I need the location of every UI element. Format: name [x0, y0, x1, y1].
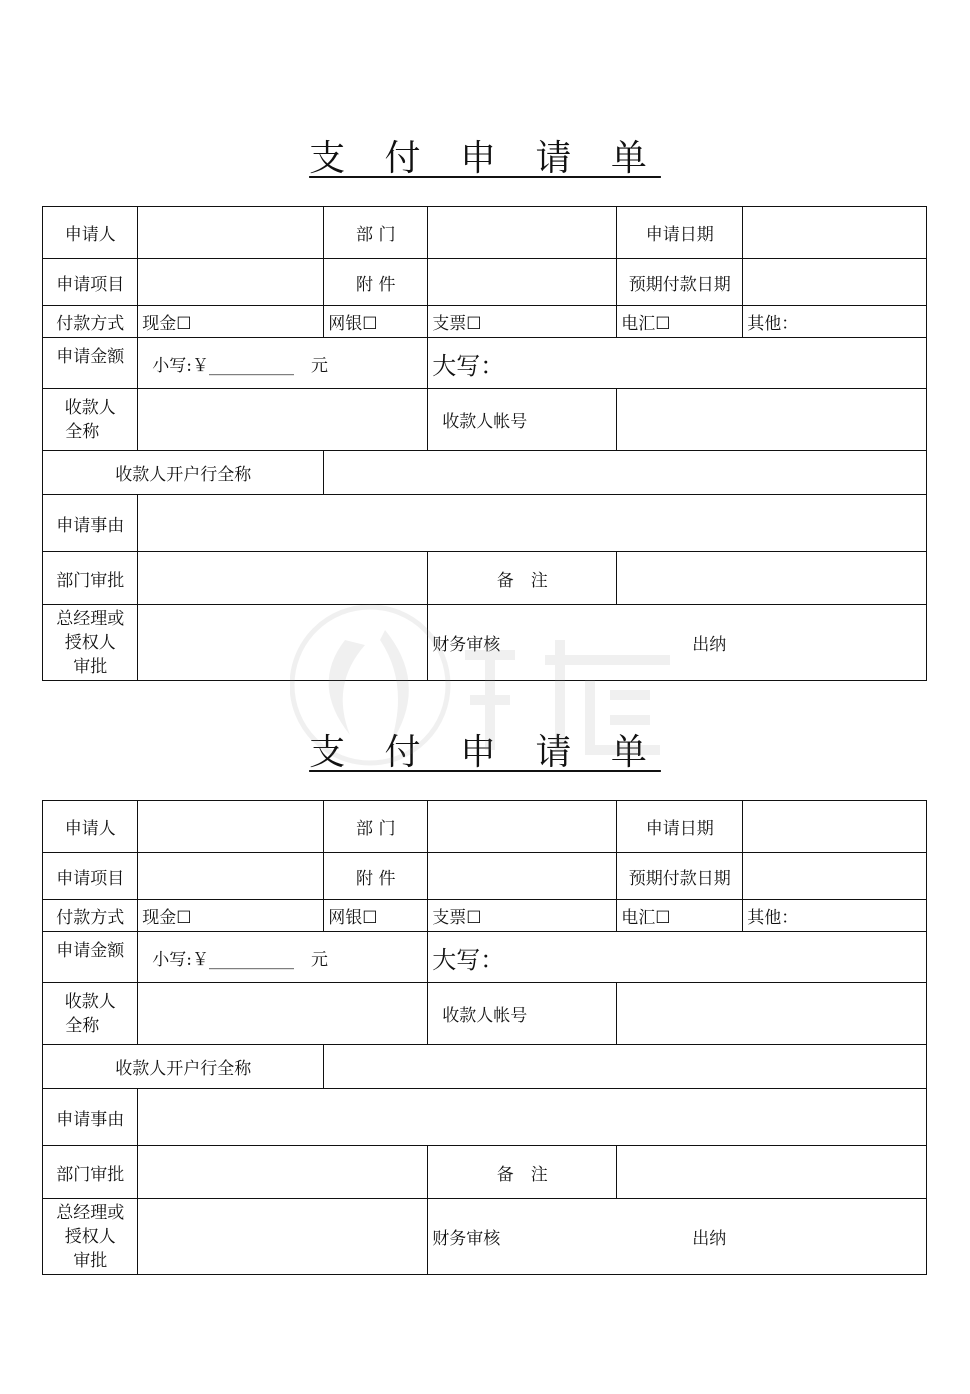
pay-check-checkbox[interactable]: 支票☐ — [427, 899, 617, 932]
gm-label-line2: 授权人 — [64, 1226, 116, 1247]
project-label: 申请项目 — [42, 852, 138, 900]
pay-wire-checkbox[interactable]: 电汇☐ — [616, 305, 743, 338]
pay-check-checkbox[interactable]: 支票☐ — [427, 305, 617, 338]
dept-approval-label: 部门审批 — [42, 551, 138, 605]
payee-account-field[interactable] — [616, 982, 927, 1045]
payee-label-line2: 全称 — [65, 1015, 100, 1036]
attachment-field[interactable] — [427, 258, 617, 306]
attachment-field[interactable] — [427, 852, 617, 900]
project-label: 申请项目 — [42, 258, 138, 306]
department-label: 部 门 — [323, 206, 428, 259]
amount-small-field[interactable] — [137, 931, 428, 983]
payee-label-line1: 收款人 — [64, 397, 116, 418]
apply-date-field[interactable] — [742, 800, 927, 853]
pay-cash-checkbox[interactable]: 现金☐ — [137, 305, 324, 338]
apply-date-label: 申请日期 — [616, 800, 743, 853]
remarks-label: 备 注 — [427, 1145, 617, 1199]
reason-label: 申请事由 — [42, 1088, 138, 1146]
payment-request-form-1 — [0, 0, 970, 677]
payee-account-label: 收款人帐号 — [427, 388, 617, 451]
finance-review-label: 财务审核 — [432, 1229, 501, 1250]
pay-other-field[interactable]: 其他： — [742, 899, 927, 932]
department-field[interactable] — [427, 800, 617, 853]
applicant-label: 申请人 — [42, 800, 138, 853]
payee-account-field[interactable] — [616, 388, 927, 451]
pay-wire-checkbox[interactable]: 电汇☐ — [616, 899, 743, 932]
payee-bank-label: 收款人开户行全称 — [42, 1044, 324, 1089]
payee-label-line2: 全称 — [65, 421, 100, 442]
payee-bank-field[interactable] — [323, 450, 927, 495]
attachment-label: 附 件 — [323, 258, 428, 306]
gm-label-line1: 总经理或 — [56, 608, 125, 629]
watermark-logo-icon — [290, 600, 690, 770]
pay-method-label: 付款方式 — [42, 899, 138, 932]
payee-name-field[interactable] — [137, 388, 428, 451]
amount-label: 申请金额 — [42, 337, 138, 389]
reason-field[interactable] — [137, 494, 927, 552]
pay-cash-checkbox[interactable]: 现金☐ — [137, 899, 324, 932]
amount-small-text: 小写:￥__________ 元 — [152, 949, 328, 970]
finance-cashier-field[interactable] — [427, 1198, 927, 1275]
department-field[interactable] — [427, 206, 617, 259]
payee-name-label — [42, 982, 138, 1045]
amount-small-text: 小写:￥__________ 元 — [152, 355, 328, 376]
amount-capital-field[interactable]: 大写： — [427, 337, 927, 389]
cashier-label: 出纳 — [692, 635, 727, 656]
applicant-field[interactable] — [137, 206, 324, 259]
expected-pay-date-field[interactable] — [742, 852, 927, 900]
reason-label: 申请事由 — [42, 494, 138, 552]
gm-label-line3: 审批 — [73, 1250, 108, 1271]
pay-online-checkbox[interactable]: 网银☐ — [323, 305, 428, 338]
gm-label-line3: 审批 — [73, 656, 108, 677]
project-field[interactable] — [137, 852, 324, 900]
payee-name-label — [42, 388, 138, 451]
apply-date-label: 申请日期 — [616, 206, 743, 259]
department-label: 部 门 — [323, 800, 428, 853]
pay-method-label: 付款方式 — [42, 305, 138, 338]
attachment-label: 附 件 — [323, 852, 428, 900]
expected-pay-date-field[interactable] — [742, 258, 927, 306]
dept-approval-label: 部门审批 — [42, 1145, 138, 1199]
gm-approval-field[interactable] — [137, 1198, 428, 1275]
gm-label-line2: 授权人 — [64, 632, 116, 653]
reason-field[interactable] — [137, 1088, 927, 1146]
amount-capital-field[interactable]: 大写： — [427, 931, 927, 983]
apply-date-field[interactable] — [742, 206, 927, 259]
remarks-field[interactable] — [616, 1145, 927, 1199]
amount-small-field[interactable] — [137, 337, 428, 389]
form-title: 支 付 申 请 单 — [309, 138, 661, 179]
gm-label-line1: 总经理或 — [56, 1202, 125, 1223]
payee-name-field[interactable] — [137, 982, 428, 1045]
cashier-label: 出纳 — [692, 1229, 727, 1250]
applicant-label: 申请人 — [42, 206, 138, 259]
amount-label: 申请金额 — [42, 931, 138, 983]
payee-label-line1: 收款人 — [64, 991, 116, 1012]
payee-bank-field[interactable] — [323, 1044, 927, 1089]
expected-pay-date-label: 预期付款日期 — [616, 852, 743, 900]
pay-other-field[interactable]: 其他： — [742, 305, 927, 338]
expected-pay-date-label: 预期付款日期 — [616, 258, 743, 306]
remarks-label: 备 注 — [427, 551, 617, 605]
pay-online-checkbox[interactable]: 网银☐ — [323, 899, 428, 932]
payee-bank-label: 收款人开户行全称 — [42, 450, 324, 495]
payee-account-label: 收款人帐号 — [427, 982, 617, 1045]
finance-review-label: 财务审核 — [432, 635, 501, 656]
applicant-field[interactable] — [137, 800, 324, 853]
project-field[interactable] — [137, 258, 324, 306]
gm-approval-label — [42, 1198, 138, 1275]
dept-approval-field[interactable] — [137, 1145, 428, 1199]
form-title: 支 付 申 请 单 — [309, 732, 661, 773]
